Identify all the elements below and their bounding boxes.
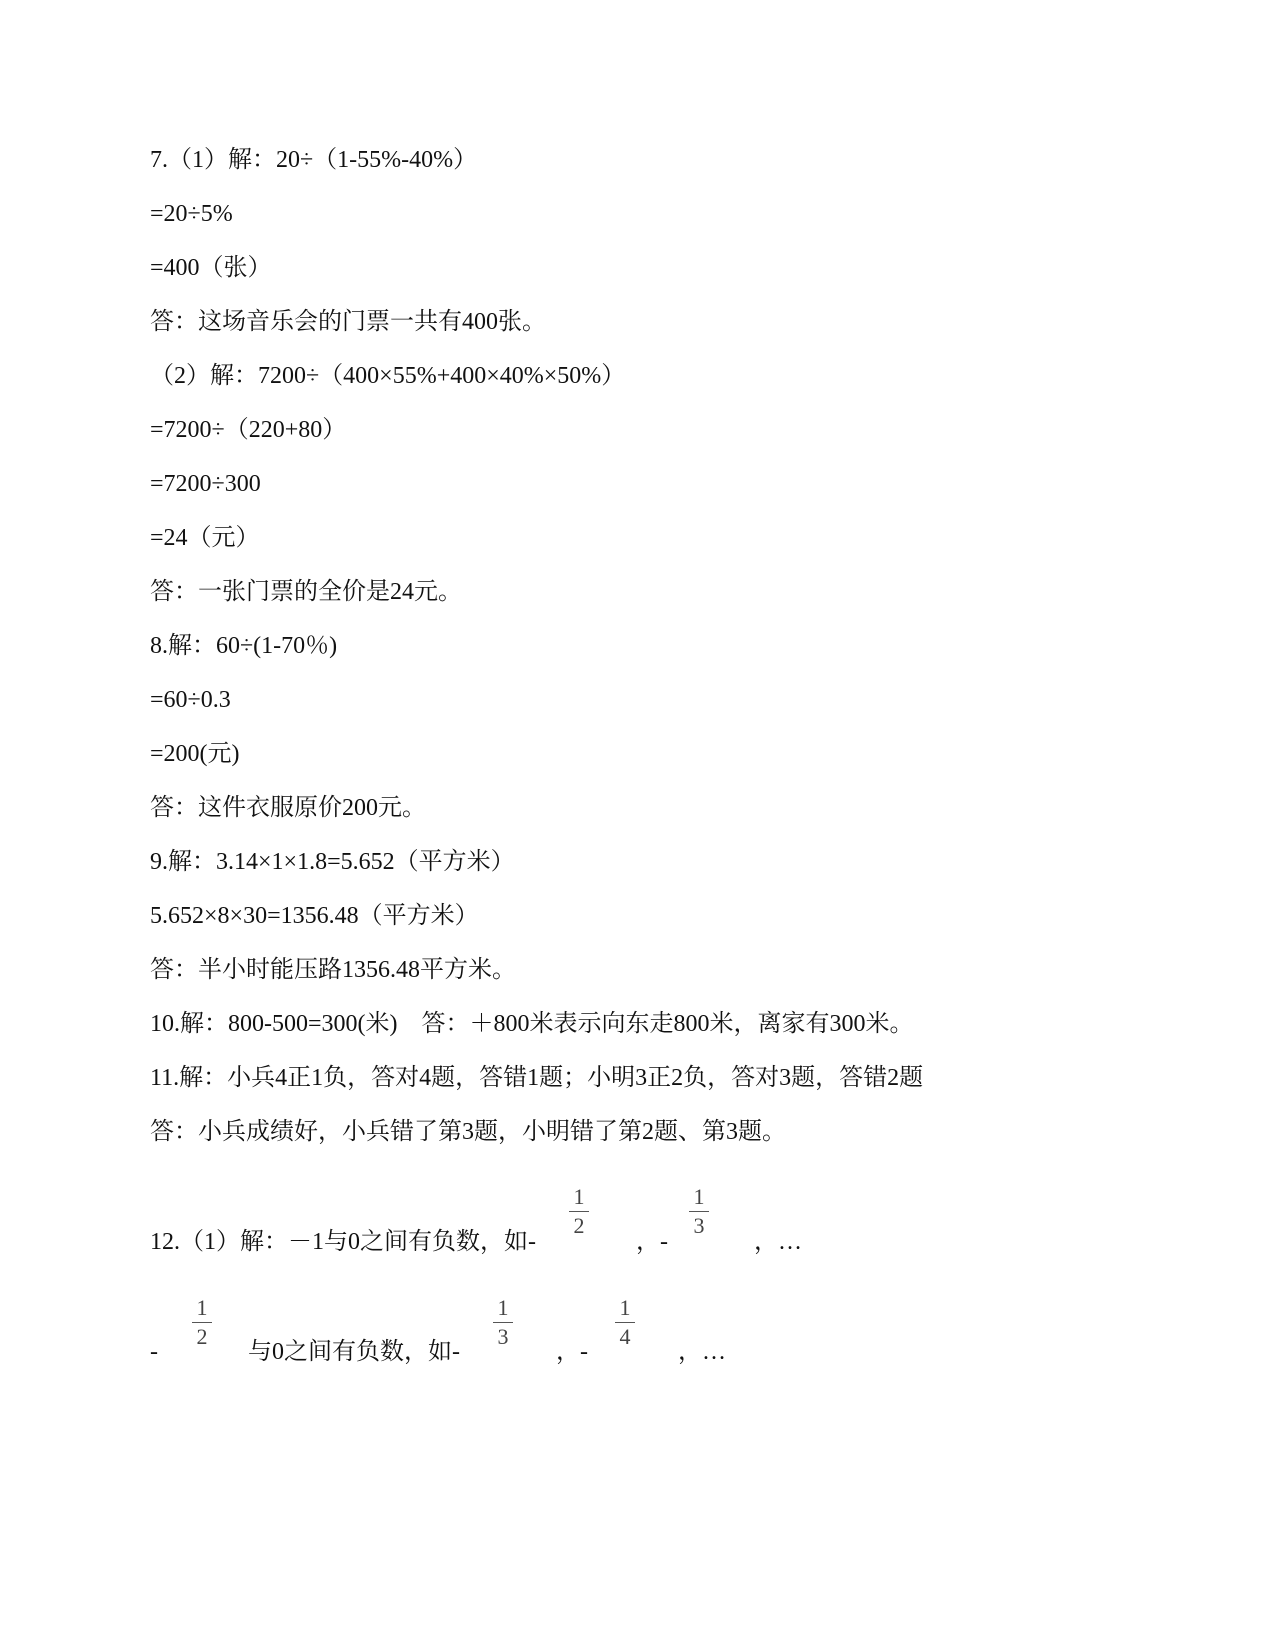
fraction-denominator: 2: [196, 1324, 208, 1349]
text-line: 7.（1）解：20÷（1-55%-40%）: [150, 147, 478, 173]
fraction-denominator: 3: [497, 1324, 509, 1349]
text-line: =7200÷（220+80）: [150, 417, 347, 443]
text-line: （2）解：7200÷（400×55%+400×40%×50%）: [150, 363, 626, 389]
text-line: =20÷5%: [150, 201, 233, 227]
fraction: [688, 1185, 710, 1238]
fraction-bar: [615, 1322, 635, 1323]
fraction-bar: [569, 1211, 589, 1212]
fraction-denominator: 3: [693, 1213, 705, 1238]
fraction-denominator: 4: [619, 1324, 631, 1349]
q12-line2-text: 与0之间有负数，如-: [248, 1339, 460, 1365]
text-line: =400（张）: [150, 255, 272, 281]
fraction-numerator: 1: [573, 1184, 585, 1209]
text-line: 10.解：800-500=300(米) 答：＋800米表示向东走800米，离家有300米。: [150, 1011, 914, 1037]
fraction-denominator: 2: [573, 1213, 585, 1238]
fraction: [191, 1296, 213, 1349]
text-line: 11.解：小兵4正1负，答对4题，答错1题；小明3正2负，答对3题，答错2题: [150, 1065, 924, 1091]
text-line: =60÷0.3: [150, 687, 231, 713]
q12-line2-prefix: -: [150, 1339, 158, 1365]
fraction-numerator: 1: [497, 1295, 509, 1320]
answer-line: 答：一张门票的全价是24元。: [150, 579, 462, 605]
separator: ，-: [556, 1339, 588, 1365]
text-line: 5.652×8×30=1356.48（平方米）: [150, 903, 479, 929]
ellipsis: ，…: [678, 1339, 726, 1365]
fraction-numerator: 1: [619, 1295, 631, 1320]
ellipsis: ，…: [754, 1229, 802, 1255]
answer-line: 答：这场音乐会的门票一共有400张。: [150, 309, 546, 335]
fraction: [568, 1185, 590, 1238]
text-line: =24（元）: [150, 525, 260, 551]
fraction-numerator: 1: [693, 1184, 705, 1209]
answer-line: 答：小兵成绩好，小兵错了第3题，小明错了第2题、第3题。: [150, 1119, 786, 1145]
fraction-bar: [689, 1211, 709, 1212]
q12-line1-prefix: 12.（1）解：－1与0之间有负数，如-: [150, 1229, 536, 1255]
text-line: =200(元): [150, 741, 240, 767]
separator: ，-: [636, 1229, 668, 1255]
fraction-bar: [493, 1322, 513, 1323]
fraction-bar: [192, 1322, 212, 1323]
fraction: [492, 1296, 514, 1349]
fraction: [614, 1296, 636, 1349]
text-line: 8.解：60÷(1-70％): [150, 633, 338, 659]
answer-line: 答：半小时能压路1356.48平方米。: [150, 957, 516, 983]
text-line: 9.解：3.14×1×1.8=5.652（平方米）: [150, 849, 515, 875]
answer-line: 答：这件衣服原价200元。: [150, 795, 426, 821]
fraction-numerator: 1: [196, 1295, 208, 1320]
text-line: =7200÷300: [150, 471, 261, 497]
